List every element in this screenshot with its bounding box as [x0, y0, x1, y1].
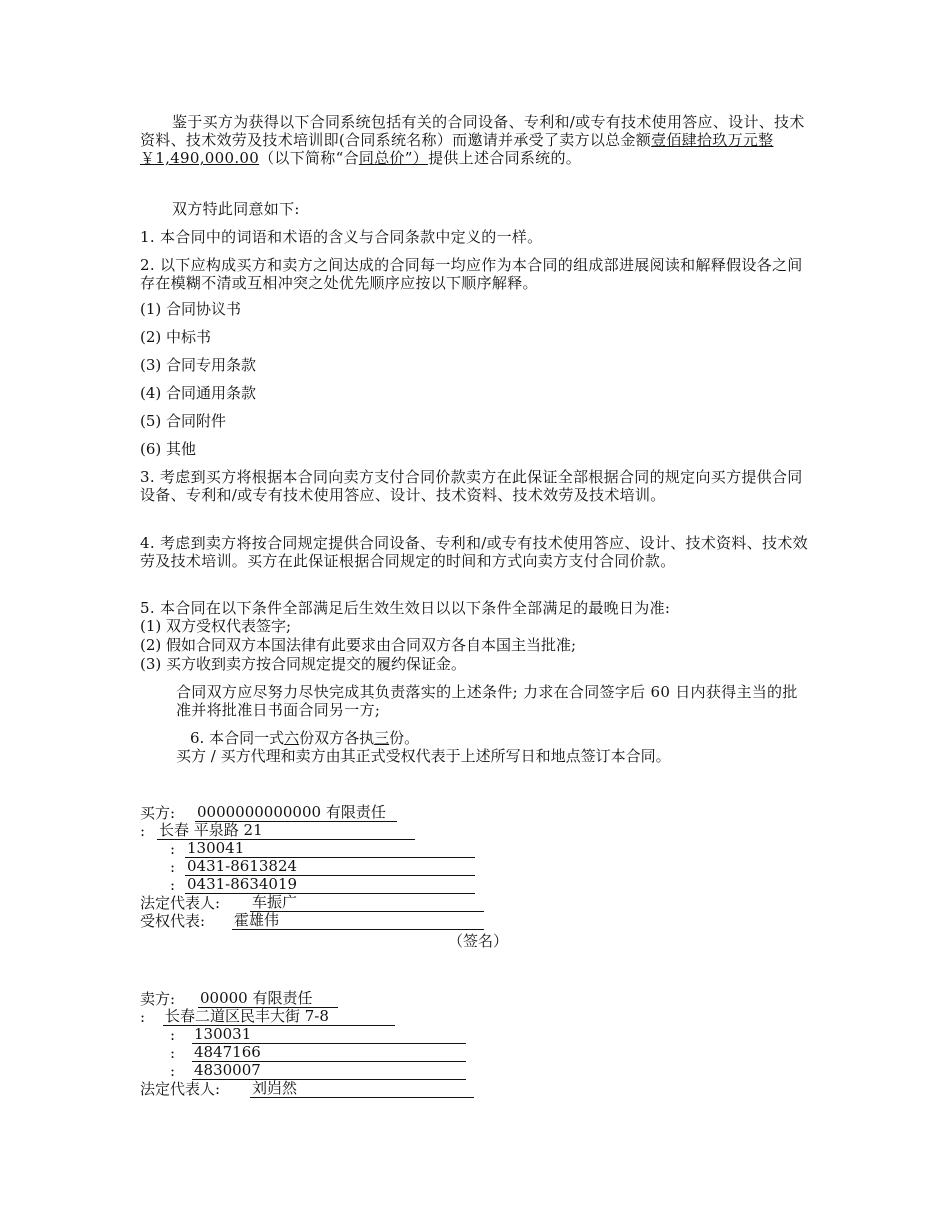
seller-address-prefix: :: [140, 1008, 146, 1026]
seller-address-field: 长春二道区民丰大街 7-8: [163, 1008, 395, 1026]
intro-paragraph: [140, 113, 810, 167]
clause-6-text: 6. 本合同一式: [190, 729, 285, 747]
intro-text-3: 提供上述合同系统的。: [428, 149, 582, 167]
seller-fax-field: 4830007: [192, 1062, 466, 1080]
buyer-legal-label: 法定代表人:: [140, 894, 221, 912]
clause-6-text-3: 份。: [389, 729, 420, 747]
condition-item: (1) 双方受权代表签字;: [140, 617, 292, 635]
buyer-postcode-field: 130041: [185, 840, 475, 858]
signature-note: （签名）: [448, 932, 509, 950]
seller-tel-field: 4847166: [192, 1044, 466, 1062]
buyer-address-field: 长春 平泉路 21: [157, 822, 415, 840]
document-list-item: (4) 合同通用条款: [140, 384, 257, 402]
buyer-legal-rep-field: 车振广: [250, 894, 484, 912]
intro-text-2: （以下简称“合: [259, 149, 359, 167]
document-list-item: (1) 合同协议书: [140, 300, 242, 318]
intro-text: 鉴于买方为获得以下合同系统包括有关的合同设备、专利和/或专有技术使用答应、设计、技术资料、技术效劳及技术培训即(合同系统名称）而邀请并承受了卖方以总金额: [140, 113, 805, 149]
clause-5: 5. 本合同在以下条件全部满足后生效生效日以以下条件全部满足的最晚日为准:: [140, 599, 671, 617]
tel-colon: :: [170, 858, 176, 876]
fax-colon: :: [170, 876, 176, 894]
seller-postcode-colon: :: [170, 1026, 176, 1044]
seller-legal-label: 法定代表人:: [140, 1080, 221, 1098]
clause-6: [190, 729, 419, 747]
document-list-item: (5) 合同附件: [140, 412, 227, 430]
clause-4: 4. 考虑到卖方将按合同规定提供合同设备、专利和/或专有技术使用答应、设计、技术资料、技术效劳及技术培训。买方在此保证根据合同规定的时间和方式向卖方支付合同价款。: [140, 534, 808, 570]
condition-item: (2) 假如合同双方本国法律有此要求由合同双方各自本国主当批准;: [140, 636, 577, 654]
seller-postcode-field: 130031: [192, 1026, 466, 1044]
buyer-name-field: 0000000000000 有限责任: [195, 804, 397, 822]
clause-2: 2. 以下应构成买方和卖方之间达成的合同每一均应作为本合同的组成部进展阅读和解释假设各之间存在模糊不清或互相冲突之处优先顺序应按以下顺序解释。: [140, 256, 803, 292]
postcode-colon: :: [170, 840, 176, 858]
contract-total-term: 同总价”）: [358, 149, 429, 167]
seller-fax-colon: :: [170, 1062, 176, 1080]
document-list-item: (6) 其他: [140, 440, 197, 458]
contract-amount: 壹佰肆拾玖万元整￥1,490,000.00: [140, 131, 774, 167]
condition-item: (3) 买方收到卖方按合同规定提交的履约保证金。: [140, 655, 467, 673]
seller-tel-colon: :: [170, 1044, 176, 1062]
buyer-auth-label: 受权代表:: [140, 912, 206, 930]
document-list-item: (2) 中标书: [140, 328, 212, 346]
clause-1: 1. 本合同中的词语和术语的含义与合同条款中定义的一样。: [140, 228, 543, 246]
buyer-label: 买方:: [140, 804, 176, 822]
seller-name-field: 00000 有限责任: [198, 990, 338, 1008]
signing-statement: 买方 / 买方代理和卖方由其正式受权代表于上述所写日和地点签订本合同。: [176, 747, 671, 765]
document-list-item: (3) 合同专用条款: [140, 356, 257, 374]
effort-paragraph: 合同双方应尽努力尽快完成其负责落实的上述条件; 力求在合同签字后 60 日内获得主当的批准并将批准日书面合同另一方;: [176, 683, 798, 719]
clause-6-text-2: 份双方各执: [299, 729, 375, 747]
buyer-tel-field: 0431-8613824: [185, 858, 475, 876]
buyer-fax-field: 0431-8634019: [185, 876, 475, 894]
buyer-auth-rep-field: 霍雄伟: [232, 912, 484, 930]
buyer-address-prefix: :: [140, 822, 146, 840]
clause-3: 3. 考虑到买方将根据本合同向卖方支付合同价款卖方在此保证全部根据合同的规定向买方提供合同设备、专利和/或专有技术使用答应、设计、技术资料、技术效劳及技术培训。: [140, 468, 803, 504]
copies-total: 六: [284, 729, 300, 747]
seller-label: 卖方:: [140, 990, 176, 1008]
seller-legal-rep-field: 刘岿然: [250, 1080, 474, 1098]
copies-each: 三: [374, 729, 390, 747]
agreement-line: 双方特此同意如下:: [172, 200, 300, 218]
